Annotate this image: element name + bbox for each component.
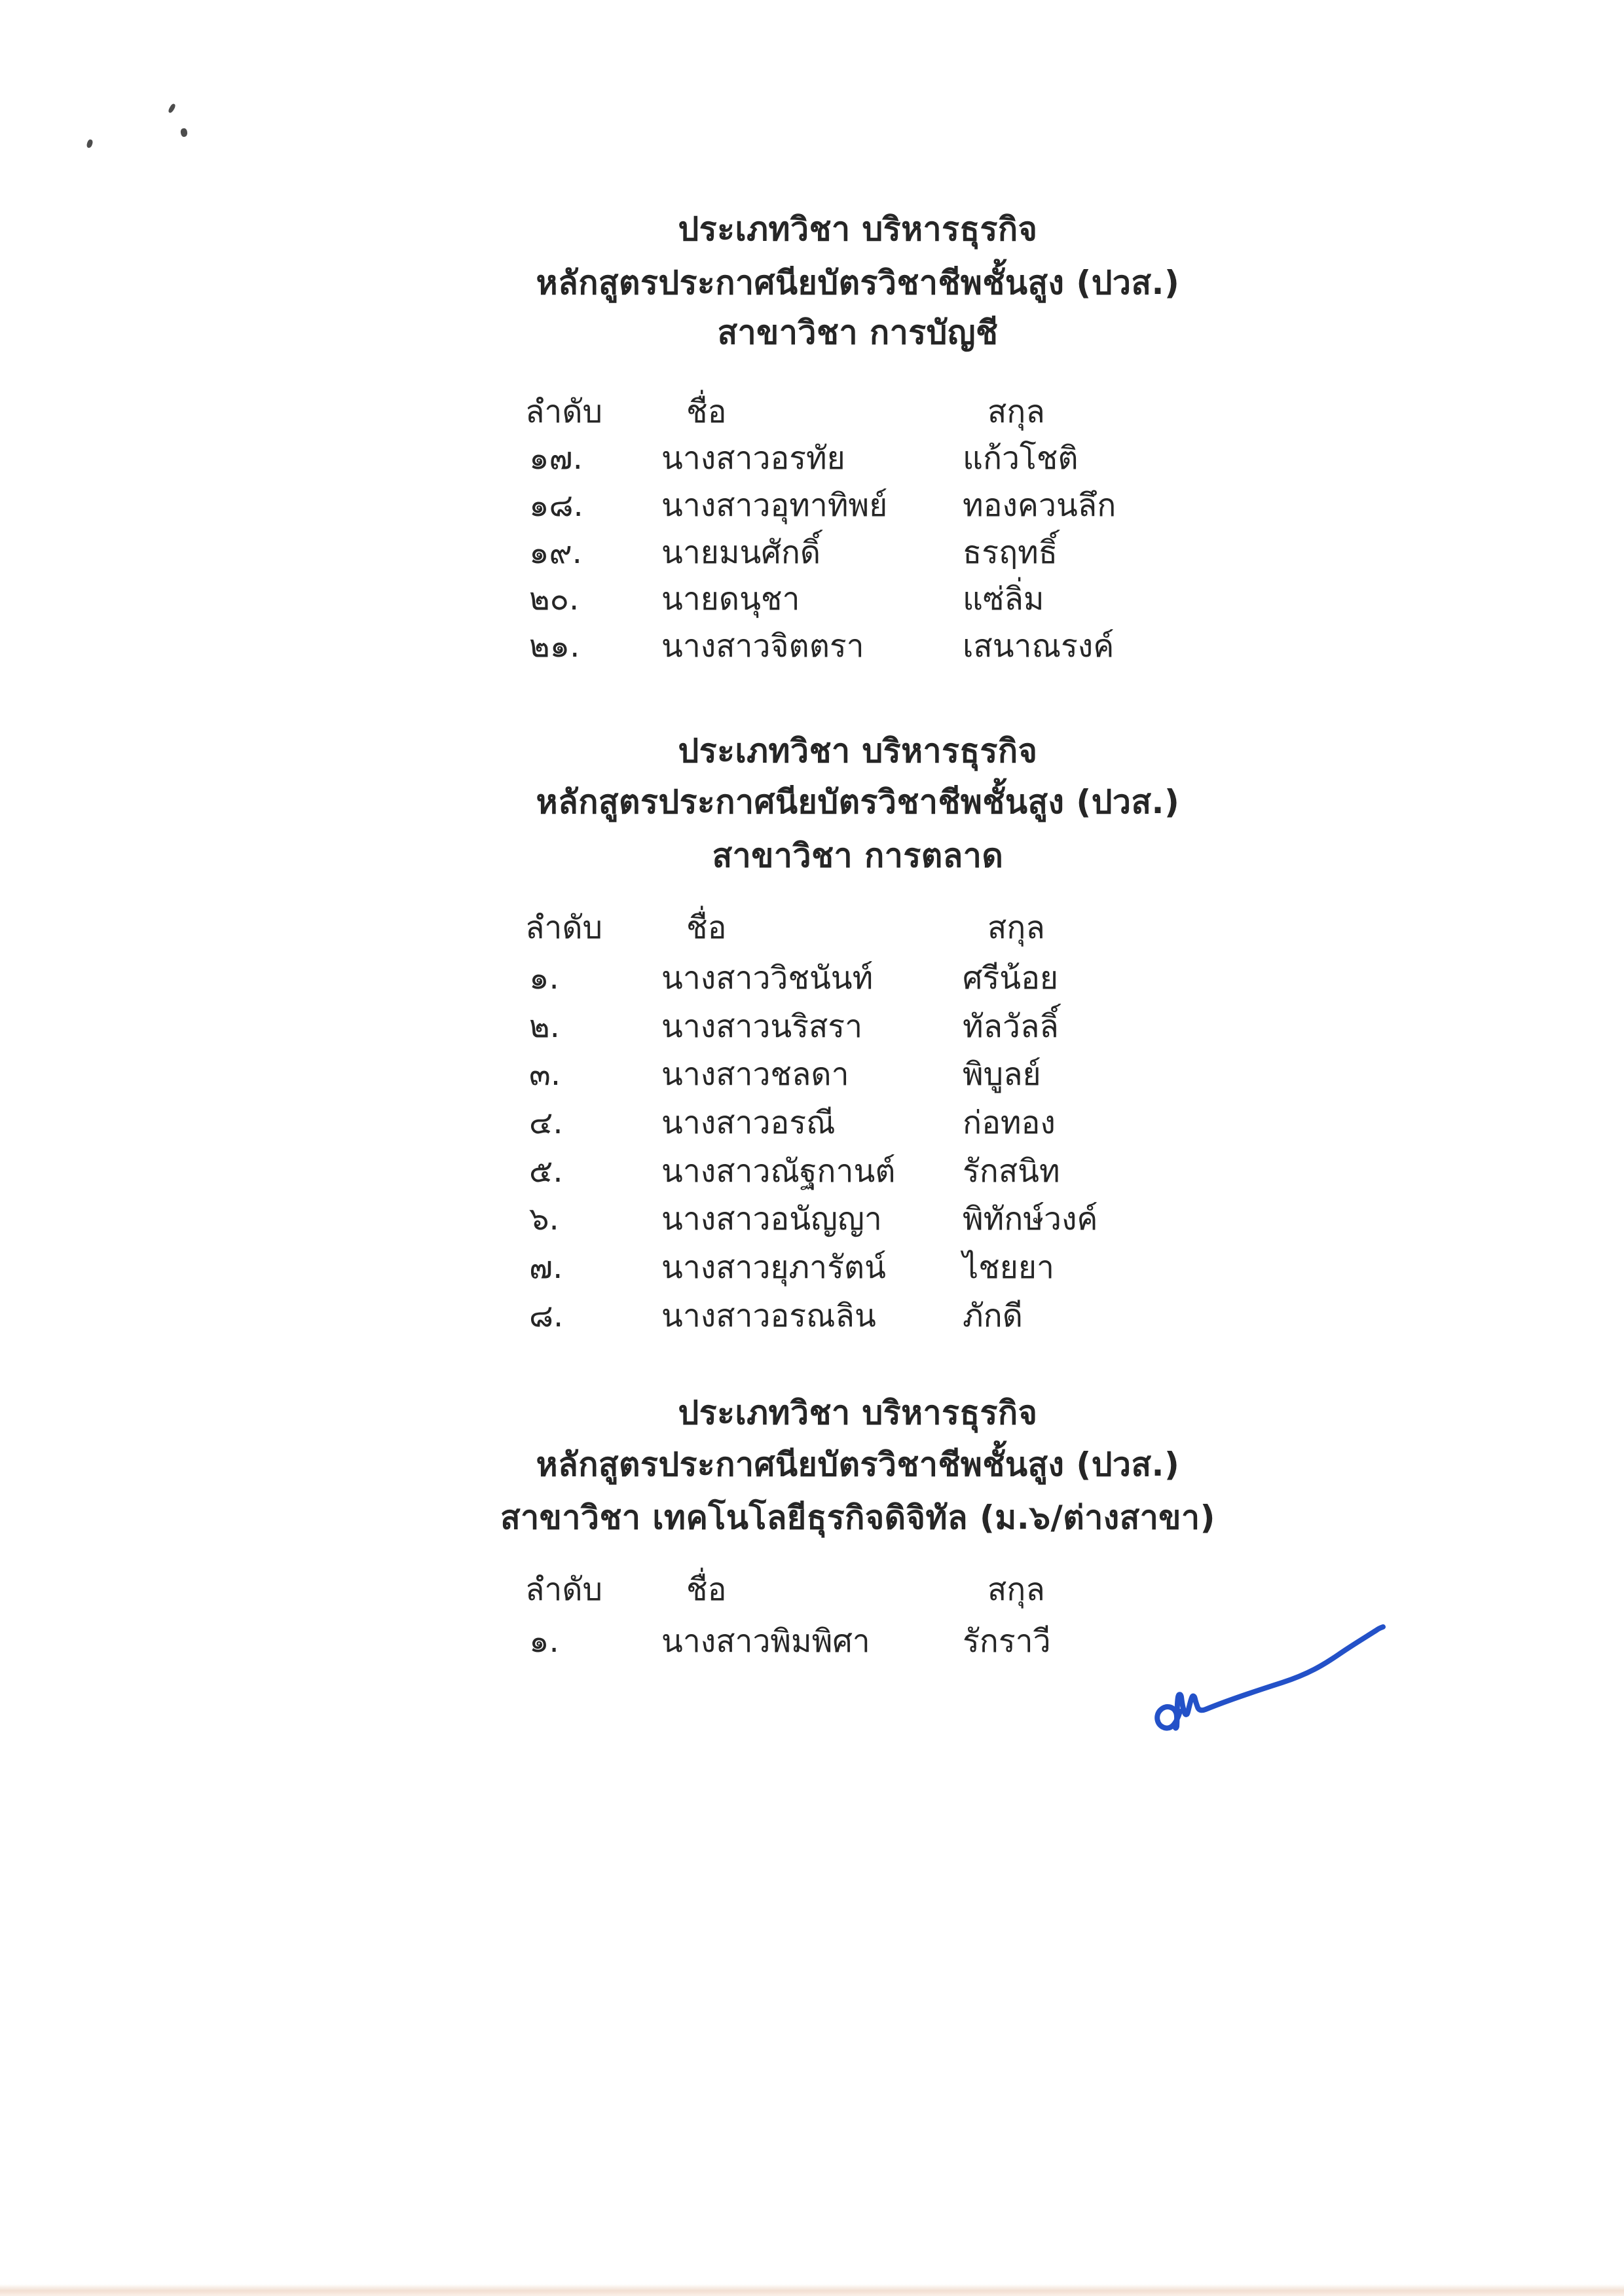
signature-stroke xyxy=(1157,1627,1383,1728)
section-program-title: หลักสูตรประกาศนียบัตรวิชาชีพชั้นสูง (ปวส.) xyxy=(536,263,1180,302)
section-major-title: สาขาวิชา การตลาด xyxy=(712,836,1004,875)
row-order: ๖. xyxy=(529,1201,559,1237)
row-surname: พิทักษ์วงค์ xyxy=(963,1201,1098,1237)
section-program-title: หลักสูตรประกาศนียบัตรวิชาชีพชั้นสูง (ปวส.) xyxy=(536,1445,1180,1484)
section-major-title: สาขาวิชา การบัญชี xyxy=(717,313,999,352)
section-category-title: ประเภทวิชา บริหารธุรกิจ xyxy=(678,210,1038,248)
row-order: ๒๐. xyxy=(529,581,580,617)
row-name: นางสาวยุภารัตน์ xyxy=(661,1249,886,1286)
column-header-name: ชื่อ xyxy=(686,1571,727,1608)
row-name: นายมนศักดิ์ xyxy=(661,534,821,571)
row-order: ๒. xyxy=(529,1008,560,1045)
column-header-name: ชื่อ xyxy=(686,393,727,430)
row-surname: ภักดี xyxy=(963,1298,1023,1334)
row-order: ๘. xyxy=(529,1298,564,1334)
column-header-surname: สกุล xyxy=(987,909,1045,946)
section-category-title: ประเภทวิชา บริหารธุรกิจ xyxy=(678,1393,1038,1432)
row-surname: แก้วโชติ xyxy=(963,440,1079,477)
row-surname: ธรฤทธิ์ xyxy=(963,534,1058,571)
row-surname: พิบูลย์ xyxy=(963,1056,1041,1093)
column-header-surname: สกุล xyxy=(987,393,1045,430)
column-header-order: ลำดับ xyxy=(525,909,603,946)
column-header-surname: สกุล xyxy=(987,1571,1045,1608)
row-surname: ก่อทอง xyxy=(963,1104,1056,1141)
column-header-order: ลำดับ xyxy=(525,393,603,430)
column-header-order: ลำดับ xyxy=(525,1571,603,1608)
row-order: ๑. xyxy=(529,1623,559,1660)
row-surname: ทองควนลึก xyxy=(963,487,1116,524)
row-order: ๕. xyxy=(529,1153,563,1190)
row-order: ๓. xyxy=(529,1056,561,1093)
table-row xyxy=(0,1286,1624,1345)
row-surname: เสนาณรงค์ xyxy=(963,628,1115,665)
section-category-title: ประเภทวิชา บริหารธุรกิจ xyxy=(678,731,1038,770)
row-name: นางสาวอนัญญา xyxy=(661,1201,882,1237)
row-order: ๔. xyxy=(529,1104,563,1141)
row-name: นางสาวณัฐกานต์ xyxy=(661,1153,896,1190)
row-order: ๗. xyxy=(529,1249,563,1286)
row-name: นางสาวอุทาทิพย์ xyxy=(661,487,888,524)
row-name: นางสาวชลดา xyxy=(661,1056,849,1093)
scan-edge-artifact xyxy=(0,2284,1624,2296)
scan-speck xyxy=(180,128,188,137)
row-name: นางสาววิชนันท์ xyxy=(661,960,874,996)
row-order: ๑๗. xyxy=(529,440,583,477)
column-header-name: ชื่อ xyxy=(686,909,727,946)
row-name: นายดนุชา xyxy=(661,581,800,617)
row-surname: รักสนิท xyxy=(963,1153,1060,1190)
row-order: ๑. xyxy=(529,960,559,996)
row-surname: ไชยยา xyxy=(963,1249,1054,1286)
row-surname: แซ่ลิ่ม xyxy=(963,581,1044,617)
row-order: ๒๑. xyxy=(529,628,580,665)
row-order: ๑๙. xyxy=(529,534,582,571)
row-name: นางสาวอรณี xyxy=(661,1104,836,1141)
row-name: นางสาวอรทัย xyxy=(661,440,845,477)
row-name: นางสาวนริสรา xyxy=(661,1008,863,1045)
section-major-title: สาขาวิชา เทคโนโลยีธุรกิจดิจิทัล (ม.๖/ต่างสาขา) xyxy=(500,1498,1215,1537)
handwritten-signature xyxy=(1151,1609,1429,1769)
row-name: นางสาวอรณลิน xyxy=(661,1298,876,1334)
row-surname: รักราวี xyxy=(963,1623,1051,1660)
table-row xyxy=(0,617,1624,676)
section-program-title: หลักสูตรประกาศนียบัตรวิชาชีพชั้นสูง (ปวส.) xyxy=(536,782,1180,821)
row-order: ๑๘. xyxy=(529,487,583,524)
row-surname: ศรีน้อย xyxy=(963,960,1059,996)
scan-speck xyxy=(86,139,93,149)
row-name: นางสาวพิมพิศา xyxy=(661,1623,870,1660)
scan-speck xyxy=(168,103,176,114)
row-surname: ทัลวัลลิ์ xyxy=(963,1008,1059,1045)
row-name: นางสาวจิตตรา xyxy=(661,628,864,665)
